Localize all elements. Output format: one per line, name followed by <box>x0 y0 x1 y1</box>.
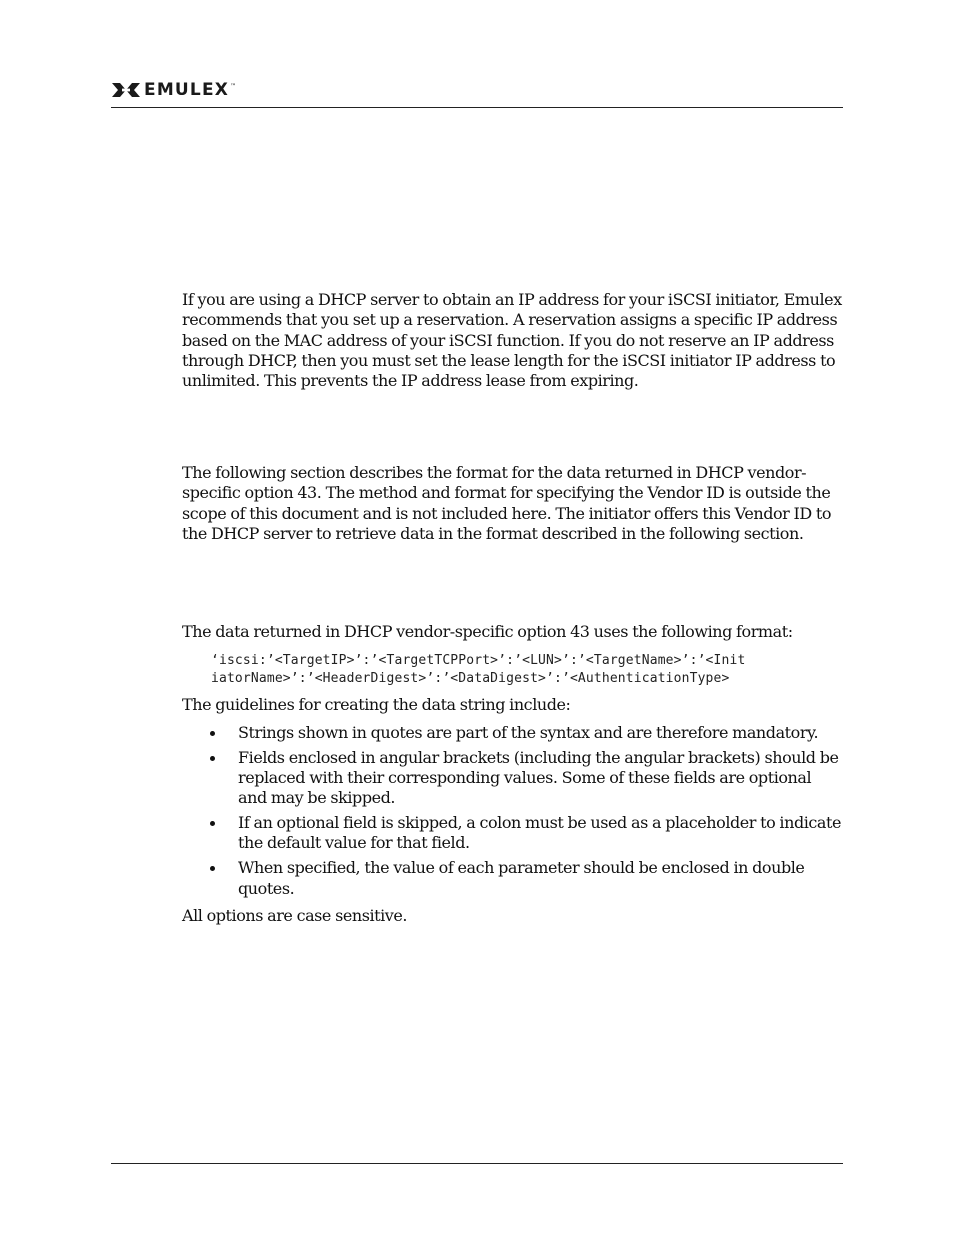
list-item <box>182 813 842 854</box>
footer-divider <box>111 1163 843 1164</box>
guidelines-list <box>182 723 842 903</box>
paragraph-format-intro: The following section describes the format for the data returned in DHCP vendor-specific option 43. The method and format for specifying the Vendor ID is outside the scope of this document and is not included here. The initiator offers this Vendor ID to the DHCP server to retrieve data in the format described in the following section. <box>182 463 832 543</box>
logo-wordmark: EMULEX <box>144 80 230 100</box>
header-divider <box>111 107 843 108</box>
page-header <box>111 80 843 110</box>
logo-trademark: ™ <box>230 83 237 90</box>
list-item-text: If an optional field is skipped, a colon must be used as a placeholder to indicate the default value for that field. <box>238 813 842 853</box>
bullet-icon <box>210 866 215 871</box>
paragraph-guidelines: The guidelines for creating the data string include: <box>182 695 571 714</box>
list-item <box>182 748 842 809</box>
emulex-logo <box>111 80 236 100</box>
paragraph-case-sensitive: All options are case sensitive. <box>182 906 408 925</box>
paragraph-data-returned: The data returned in DHCP vendor-specific option 43 uses the following format: <box>182 622 793 641</box>
emulex-logo-mark-icon <box>111 81 141 99</box>
paragraph-reservation: If you are using a DHCP server to obtain an IP address for your iSCSI initiator, Emulex recommends that you set up a reservation. A reservation assigns a specific IP address based on the MAC address of your iSCSI function. If you do not reserve an IP address through DHCP, then you must set the lease length for the iSCSI initiator IP address to unlimited. This prevents the IP address lease from expiring. <box>182 290 842 391</box>
list-item <box>182 723 842 743</box>
list-item <box>182 858 842 899</box>
list-item-text: Fields enclosed in angular brackets (including the angular brackets) should be replaced with their corresponding values. Some of these fields are optional and may be skipped. <box>238 747 839 808</box>
bullet-icon <box>210 821 215 826</box>
list-item-text: Strings shown in quotes are part of the syntax and are therefore mandatory. <box>238 723 819 742</box>
bullet-icon <box>210 756 215 761</box>
bullet-icon <box>210 731 215 736</box>
list-item-text: When specified, the value of each parameter should be enclosed in double quotes. <box>238 858 805 898</box>
code-format-string: ‘iscsi:’<TargetIP>’:’<TargetTCPPort>’:’<LUN>’:’<TargetName>’:’<Init iatorName>’:’<HeaderDigest>’:’<DataDigest>’:’<AuthenticationType> <box>211 653 746 686</box>
